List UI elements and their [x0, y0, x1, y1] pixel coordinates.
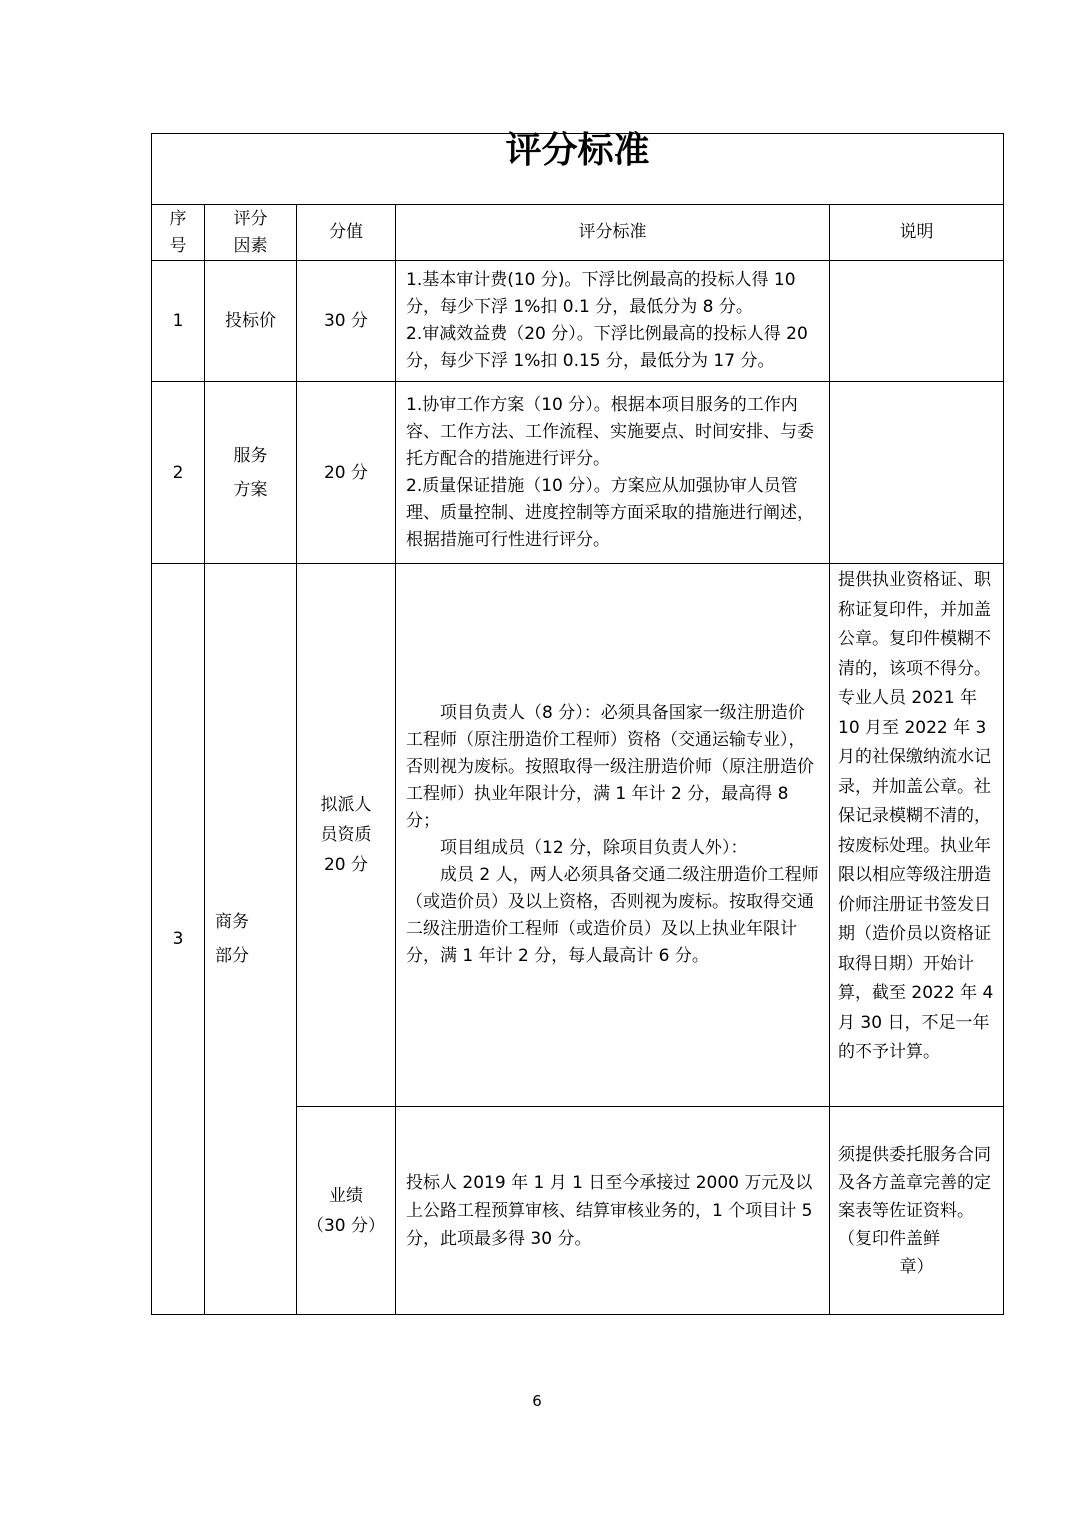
row1-criteria-item1: 1.基本审计费(10 分)。下浮比例最高的投标人得 10 分，每少下浮 1%扣 0.1 分，最低分为 8 分。 — [406, 270, 796, 317]
row3b-score — [297, 1107, 396, 1315]
row3a-criteria-item1: 项目负责人（8 分）：必须具备国家一级注册造价工程师（原注册造价工程师）资格（交通运输专业），否则视为废标。按照取得一级注册造价师（原注册造价工程师）执业年限计分，满 1 年计 2 分，最高得 8 分； — [406, 703, 814, 831]
row3b-score-line2: （30 分） — [306, 1215, 386, 1236]
row2-criteria-item2: 2.质量保证措施（10 分）。方案应从加强协审人员管理、质量控制、进度控制等方面采取的措施进行阐述，根据措施可行性进行评分。 — [406, 475, 814, 550]
row3a-score-line1: 拟派人 — [320, 795, 372, 815]
row2-criteria — [396, 382, 830, 564]
header-factor — [205, 205, 297, 261]
row2-factor — [205, 382, 297, 564]
row1-criteria — [396, 261, 830, 382]
row2-factor-line2: 方案 — [233, 479, 268, 500]
row1-seq: 1 — [152, 261, 205, 382]
row2-factor-line1: 服务 — [233, 445, 268, 466]
row3a-note: 提供执业资格证、职称证复印件，并加盖公章。复印件模糊不清的，该项不得分。专业人员 2021 年 10 月至 2022 年 3 月的社保缴纳流水记录，并加盖公章。社保记录模糊不清的，按废标处理。执业年限以相应等级注册造价师注册证书签发日期（造价员以资格证取得日期）开始计算，截至 2022 年 4 月 30 日，不足一年的不予计算。 — [830, 564, 1004, 1107]
table-title-cell — [152, 130, 1004, 205]
row1-factor: 投标价 — [205, 261, 297, 382]
row3-factor-line2: 部分 — [215, 946, 249, 966]
row3a-criteria-item3: 成员 2 人，两人必须具备交通二级注册造价工程师（或造价员）及以上资格，否则视为废标。按取得交通二级注册造价工程师（或造价员）及以上执业年限计分，满 1 年计 2 分，每人最高计 6 分。 — [406, 865, 819, 966]
table-row — [152, 261, 1004, 382]
row2-criteria-item1: 1.协审工作方案（10 分）。根据本项目服务的工作内容、工作方法、工作流程、实施要点、时间安排、与委托方配合的措施进行评分。 — [406, 394, 814, 469]
row1-score: 30 分 — [297, 261, 396, 382]
header-factor-line1: 评分 — [233, 208, 268, 229]
row2-note — [830, 382, 1004, 564]
row3b-note — [830, 1107, 1004, 1315]
row3-factor — [205, 564, 297, 1315]
row3a-score — [297, 564, 396, 1107]
row3a-criteria-item2: 项目组成员（12 分，除项目负责人外）： — [440, 838, 748, 858]
row3a-criteria — [396, 564, 830, 1107]
row3b-score-line1: 业绩 — [329, 1185, 363, 1206]
row3b-criteria-item1: 投标人 2019 年 1 月 1 日至今承接过 2000 万元及以上公路工程预算审核、结算审核业务的，1 个项目计 5 分，此项最多得 30 分。 — [406, 1172, 813, 1249]
row3b-note-line1: 须提供委托服务合同及各方盖章完善的定案表等佐证资料。（复印件盖鲜 — [838, 1144, 991, 1249]
table-row — [152, 564, 1004, 1107]
row3-seq: 3 — [152, 564, 205, 1315]
row3-factor-line1: 商务 — [215, 912, 249, 932]
header-seq-line1: 序 — [169, 208, 187, 229]
table-row — [152, 382, 1004, 564]
header-seq — [152, 205, 205, 261]
header-note: 说明 — [830, 205, 1004, 261]
row3b-note-line2: 章） — [899, 1256, 934, 1277]
row1-note — [830, 261, 1004, 382]
page-title: 评分标准 — [505, 130, 650, 171]
header-factor-line2: 因素 — [233, 235, 268, 256]
row2-score: 20 分 — [297, 382, 396, 564]
header-row — [152, 205, 1004, 261]
row3b-criteria — [396, 1107, 830, 1315]
scoring-table — [151, 130, 1004, 1315]
header-seq-line2: 号 — [169, 235, 187, 256]
row2-seq: 2 — [152, 382, 205, 564]
header-score: 分值 — [297, 205, 396, 261]
header-criteria: 评分标准 — [396, 205, 830, 261]
row1-criteria-item2: 2.审减效益费（20 分）。下浮比例最高的投标人得 20 分，每少下浮 1%扣 0.15 分，最低分为 17 分。 — [406, 324, 808, 371]
page-number: 6 — [532, 1392, 542, 1410]
row3a-score-line3: 20 分 — [323, 855, 369, 875]
row3a-score-line2: 员资质 — [320, 825, 372, 845]
